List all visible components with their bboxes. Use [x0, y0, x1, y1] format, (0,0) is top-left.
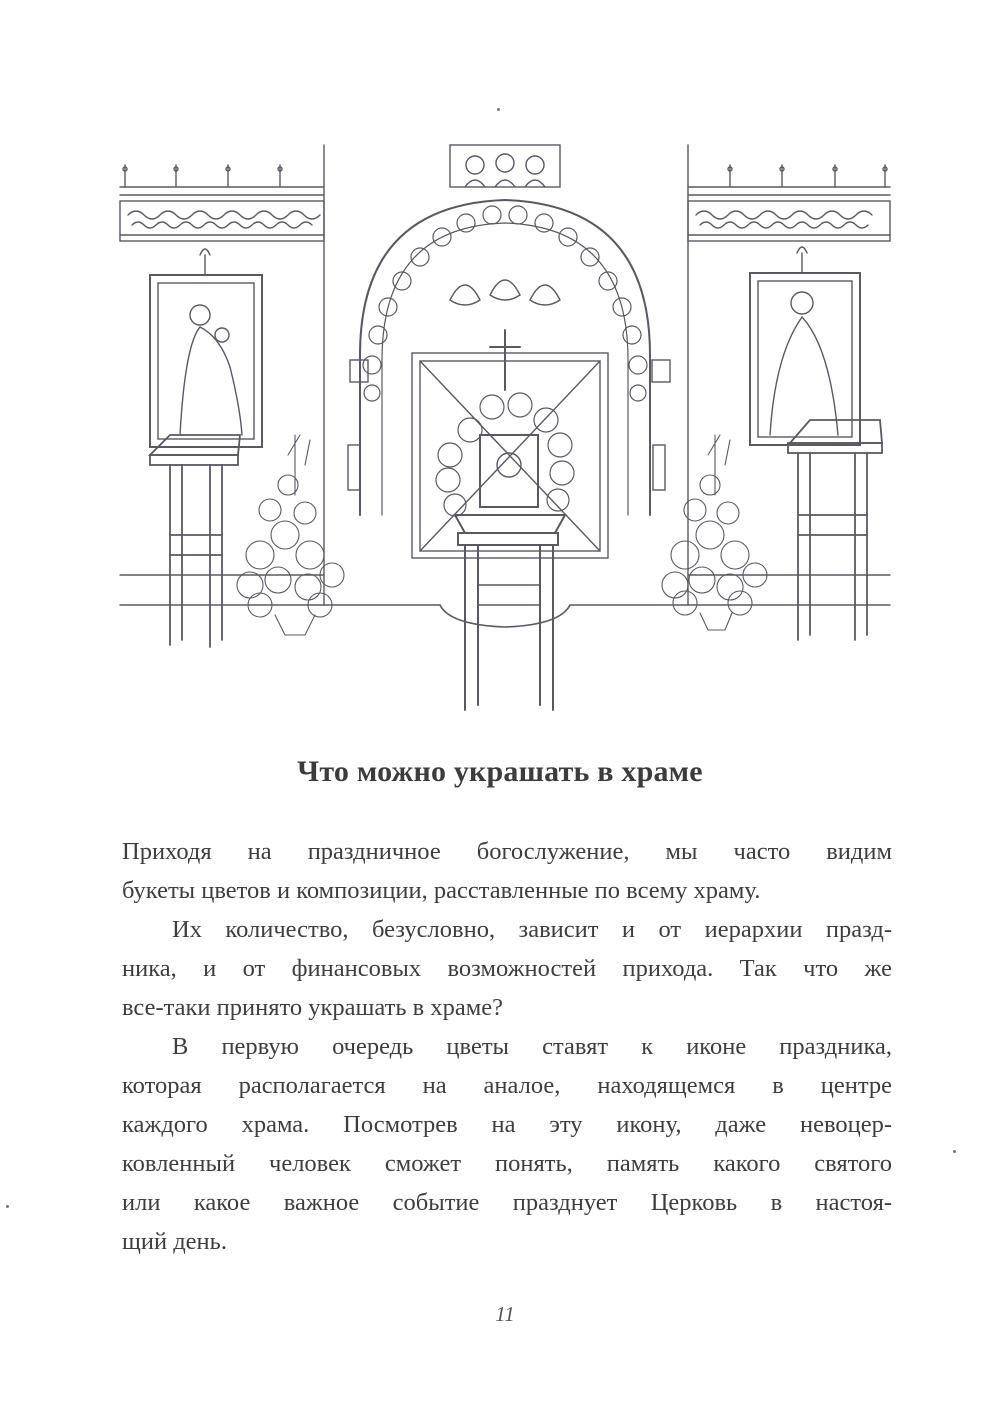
church-iconostasis-illustration — [110, 135, 900, 720]
text-line: букеты цветов и композиции, расставленные по всему храму. — [122, 877, 761, 904]
body-text — [122, 832, 892, 1261]
text-line: Их количество, безусловно, зависит и от иерархии празд- — [172, 916, 892, 943]
text-line: В первую очередь цветы ставят к иконе праздника, — [172, 1033, 892, 1060]
theotokos-icon — [150, 249, 262, 447]
text-line: ковленный человек сможет понять, память какого святого — [122, 1150, 892, 1177]
page-number: 11 — [495, 1302, 515, 1326]
left-lectern — [150, 435, 240, 647]
text-line: все-таки принято украшать в храме? — [122, 994, 503, 1021]
paragraph-1 — [122, 832, 892, 910]
text-line: которая располагается на аналое, находящемся в центре — [122, 1072, 892, 1099]
right-flower-arrangement — [662, 435, 767, 630]
text-line: каждого храма. Посмотрев на эту икону, даже невоцер- — [122, 1111, 892, 1138]
scan-speck — [497, 108, 500, 111]
paragraph-3 — [122, 1027, 892, 1261]
right-lectern — [788, 420, 882, 640]
deesis-icons — [450, 145, 560, 187]
paragraph-2 — [122, 910, 892, 1027]
right-frieze — [688, 165, 890, 241]
scan-speck — [953, 1150, 956, 1153]
text-line: щий день. — [122, 1228, 227, 1255]
christ-icon — [750, 247, 860, 445]
scan-speck — [6, 1205, 9, 1208]
text-line: Приходя на праздничное богослужение, мы часто видим — [122, 838, 892, 865]
royal-doors — [412, 330, 608, 558]
text-line: ника, и от финансовых возможностей прихода. Так что же — [122, 955, 892, 982]
left-frieze — [120, 165, 324, 241]
section-heading: Что можно украшать в храме — [297, 755, 703, 788]
seraphim-ornament — [450, 280, 560, 305]
text-line: или какое важное событие празднует Церковь в настоя- — [122, 1189, 892, 1216]
